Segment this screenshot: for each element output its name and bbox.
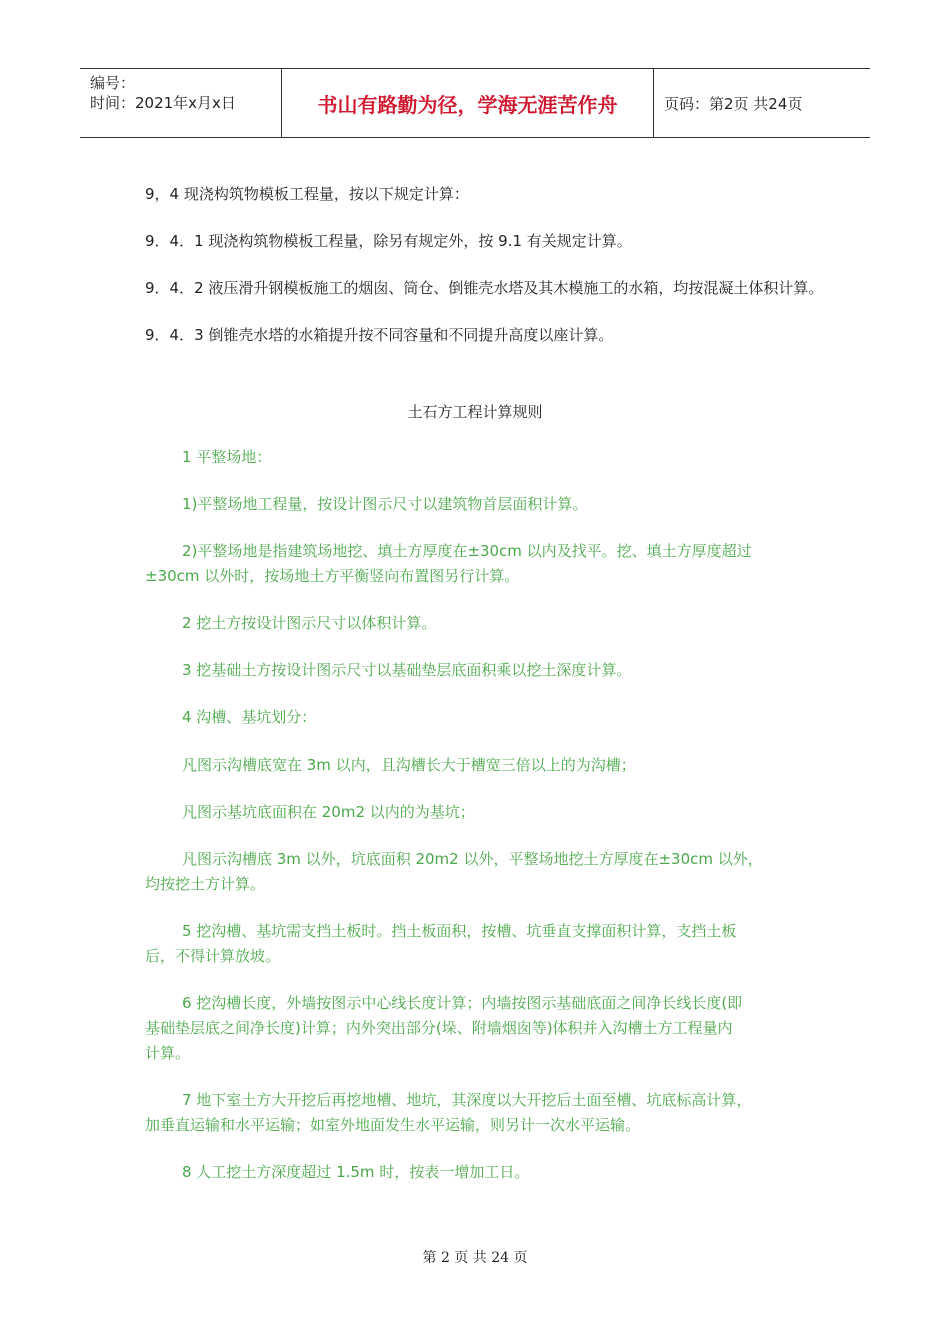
clause-9-4-2: 9．4．2 液压滑升钢模板施工的烟囱、筒仓、倒锥壳水塔及其木模施工的水箱，均按混凝土体积计算。 <box>145 279 824 297</box>
document-number-label: 编号： <box>90 74 136 92</box>
rule-line: 基础垫层底之间净长度)计算；内外突出部分(垛、附墙烟囱等)体积并入沟槽土方工程量内 <box>145 1019 733 1037</box>
rule-line: 4 沟槽、基坑划分： <box>182 708 317 726</box>
rule-line: 加垂直运输和水平运输；如室外地面发生水平运输，则另计一次水平运输。 <box>145 1116 641 1134</box>
clause-9-4: 9，4 现浇构筑物模板工程量，按以下规定计算： <box>145 185 469 203</box>
clause-9-4-1: 9．4．1 现浇构筑物模板工程量，除另有规定外，按 9.1 有关规定计算。 <box>145 232 632 250</box>
rule-line: 后，不得计算放坡。 <box>145 947 281 965</box>
section-title: 土石方工程计算规则 <box>407 403 543 421</box>
rule-line: 1)平整场地工程量，按设计图示尺寸以建筑物首层面积计算。 <box>182 495 588 513</box>
rule-line: 凡图示基坑底面积在 20m2 以内的为基坑； <box>182 803 475 821</box>
rule-line: 计算。 <box>145 1044 191 1062</box>
rule-line: 均按挖土方计算。 <box>145 875 266 893</box>
rule-line: 1 平整场地： <box>182 448 272 466</box>
header-meta-cell <box>80 69 282 137</box>
page-header <box>80 68 870 138</box>
rule-line: 2 挖土方按设计图示尺寸以体积计算。 <box>182 614 437 632</box>
clause-9-4-3: 9．4．3 倒锥壳水塔的水箱提升按不同容量和不同提升高度以座计算。 <box>145 326 614 344</box>
header-motto: 书山有路勤为径，学海无涯苦作舟 <box>282 69 654 137</box>
rule-line: 2)平整场地是指建筑场地挖、填土方厚度在±30cm 以内及找平。挖、填土方厚度超过 <box>182 542 752 560</box>
page-footer: 第 2 页 共 24 页 <box>422 1250 528 1266</box>
rule-line: 3 挖基础土方按设计图示尺寸以基础垫层底面积乘以挖土深度计算。 <box>182 661 632 679</box>
rule-line: ±30cm 以外时，按场地土方平衡竖向布置图另行计算。 <box>145 567 520 585</box>
rule-line: 5 挖沟槽、基坑需支挡土板时。挡土板面积，按槽、坑垂直支撑面积计算，支挡土板 <box>182 922 737 940</box>
rule-line: 7 地下室土方大开挖后再挖地槽、地坑，其深度以大开挖后土面至槽、坑底标高计算， <box>182 1091 752 1109</box>
rule-line: 6 挖沟槽长度，外墙按图示中心线长度计算；内墙按图示基础底面之间净长线长度(即 <box>182 994 743 1012</box>
rule-line: 8 人工挖土方深度超过 1.5m 时，按表一增加工日。 <box>182 1163 530 1181</box>
document-time-label: 时间：2021年x月x日 <box>90 94 236 112</box>
rule-line: 凡图示沟槽底宽在 3m 以内，且沟槽长大于槽宽三倍以上的为沟槽； <box>182 756 636 774</box>
header-page-info: 页码：第2页 共24页 <box>664 94 803 113</box>
rule-line: 凡图示沟槽底 3m 以外，坑底面积 20m2 以外，平整场地挖土方厚度在±30cm 以外， <box>182 850 763 868</box>
